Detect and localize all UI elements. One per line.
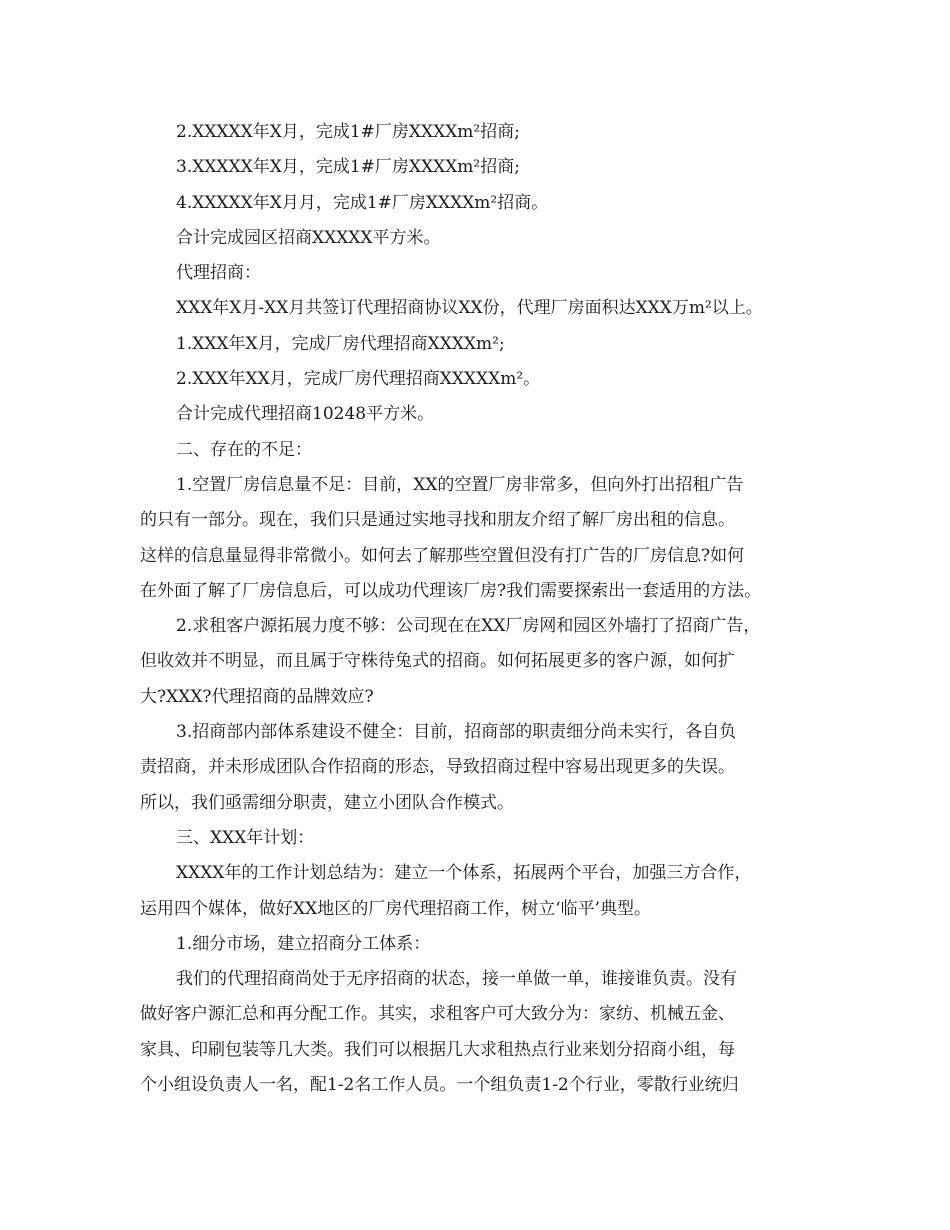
text-line: 但收效并不明显，而且属于守株待兔式的招商。如何拓展更多的客户源，如何扩: [140, 651, 735, 672]
text-line: 的只有一部分。现在，我们只是通过实地寻找和朋友介绍了解厂房出租的信息。: [140, 510, 735, 531]
text-line: 4.XXXXX年X月月，完成1#厂房XXXXm²招商。: [176, 192, 549, 213]
text-line: 合计完成园区招商XXXXX平方米。: [176, 227, 441, 248]
text-line: 运用四个媒体，做好XX地区的厂房代理招商工作，树立‘临平’典型。: [140, 898, 652, 919]
text-line: 责招商，并未形成团队合作招商的形态，导致招商过程中容易出现更多的失误。: [140, 757, 735, 778]
text-line: 1.空置厂房信息量不足：目前，XX的空置厂房非常多，但向外打出招租广告: [176, 474, 744, 495]
text-line: 合计完成代理招商10248平方米。: [176, 404, 435, 425]
text-line: 2.求租客户源拓展力度不够：公司现在在XX厂房网和园区外墙打了招商广告，: [176, 616, 761, 637]
text-line: 1.XXX年X月，完成厂房代理招商XXXXm²;: [176, 333, 505, 354]
text-line: 大?XXX?代理招商的品牌效应?: [140, 686, 374, 707]
text-line: XXXX年的工作计划总结为：建立一个体系，拓展两个平台，加强三方合作，: [176, 863, 752, 884]
text-line: XXX年X月-XX月共签订代理招商协议XX份，代理厂房面积达XXX万m²以上。: [176, 298, 763, 319]
text-line: 这样的信息量显得非常微小。如何去了解那些空置但没有打广告的厂房信息?如何: [140, 545, 745, 566]
section-heading: 三、XXX年计划：: [176, 827, 315, 848]
text-line: 所以，我们亟需细分职责，建立小团队合作模式。: [140, 792, 514, 813]
text-line: 个小组设负责人一名，配1-2名工作人员。一个组负责1-2个行业，零散行业统归: [140, 1075, 739, 1096]
text-line: 3.XXXXX年X月，完成1#厂房XXXXm²招商;: [176, 157, 520, 178]
text-line: 代理招商：: [176, 263, 261, 284]
text-line: 2.XXX年XX月，完成厂房代理招商XXXXXm²。: [176, 369, 541, 390]
text-line: 在外面了解了厂房信息后，可以成功代理该厂房?我们需要探索出一套适用的方法。: [140, 580, 762, 601]
section-heading: 二、存在的不足：: [176, 439, 312, 460]
text-line: 我们的代理招商尚处于无序招商的状态，接一单做一单，谁接谁负责。没有: [176, 969, 737, 990]
text-line: 2.XXXXX年X月，完成1#厂房XXXXm²招商;: [176, 122, 520, 142]
document-body: [140, 115, 812, 1103]
text-line: 家具、印刷包装等几大类。我们可以根据几大求租热点行业来划分招商小组，每: [140, 1039, 735, 1060]
text-line: 做好客户源汇总和再分配工作。其实，求租客户可大致分为：家纺、机械五金、: [140, 1004, 735, 1025]
text-line: 3.招商部内部体系建设不健全：目前，招商部的职责细分尚未实行，各自负: [176, 722, 737, 743]
text-line: 1.细分市场，建立招商分工体系：: [176, 933, 431, 954]
